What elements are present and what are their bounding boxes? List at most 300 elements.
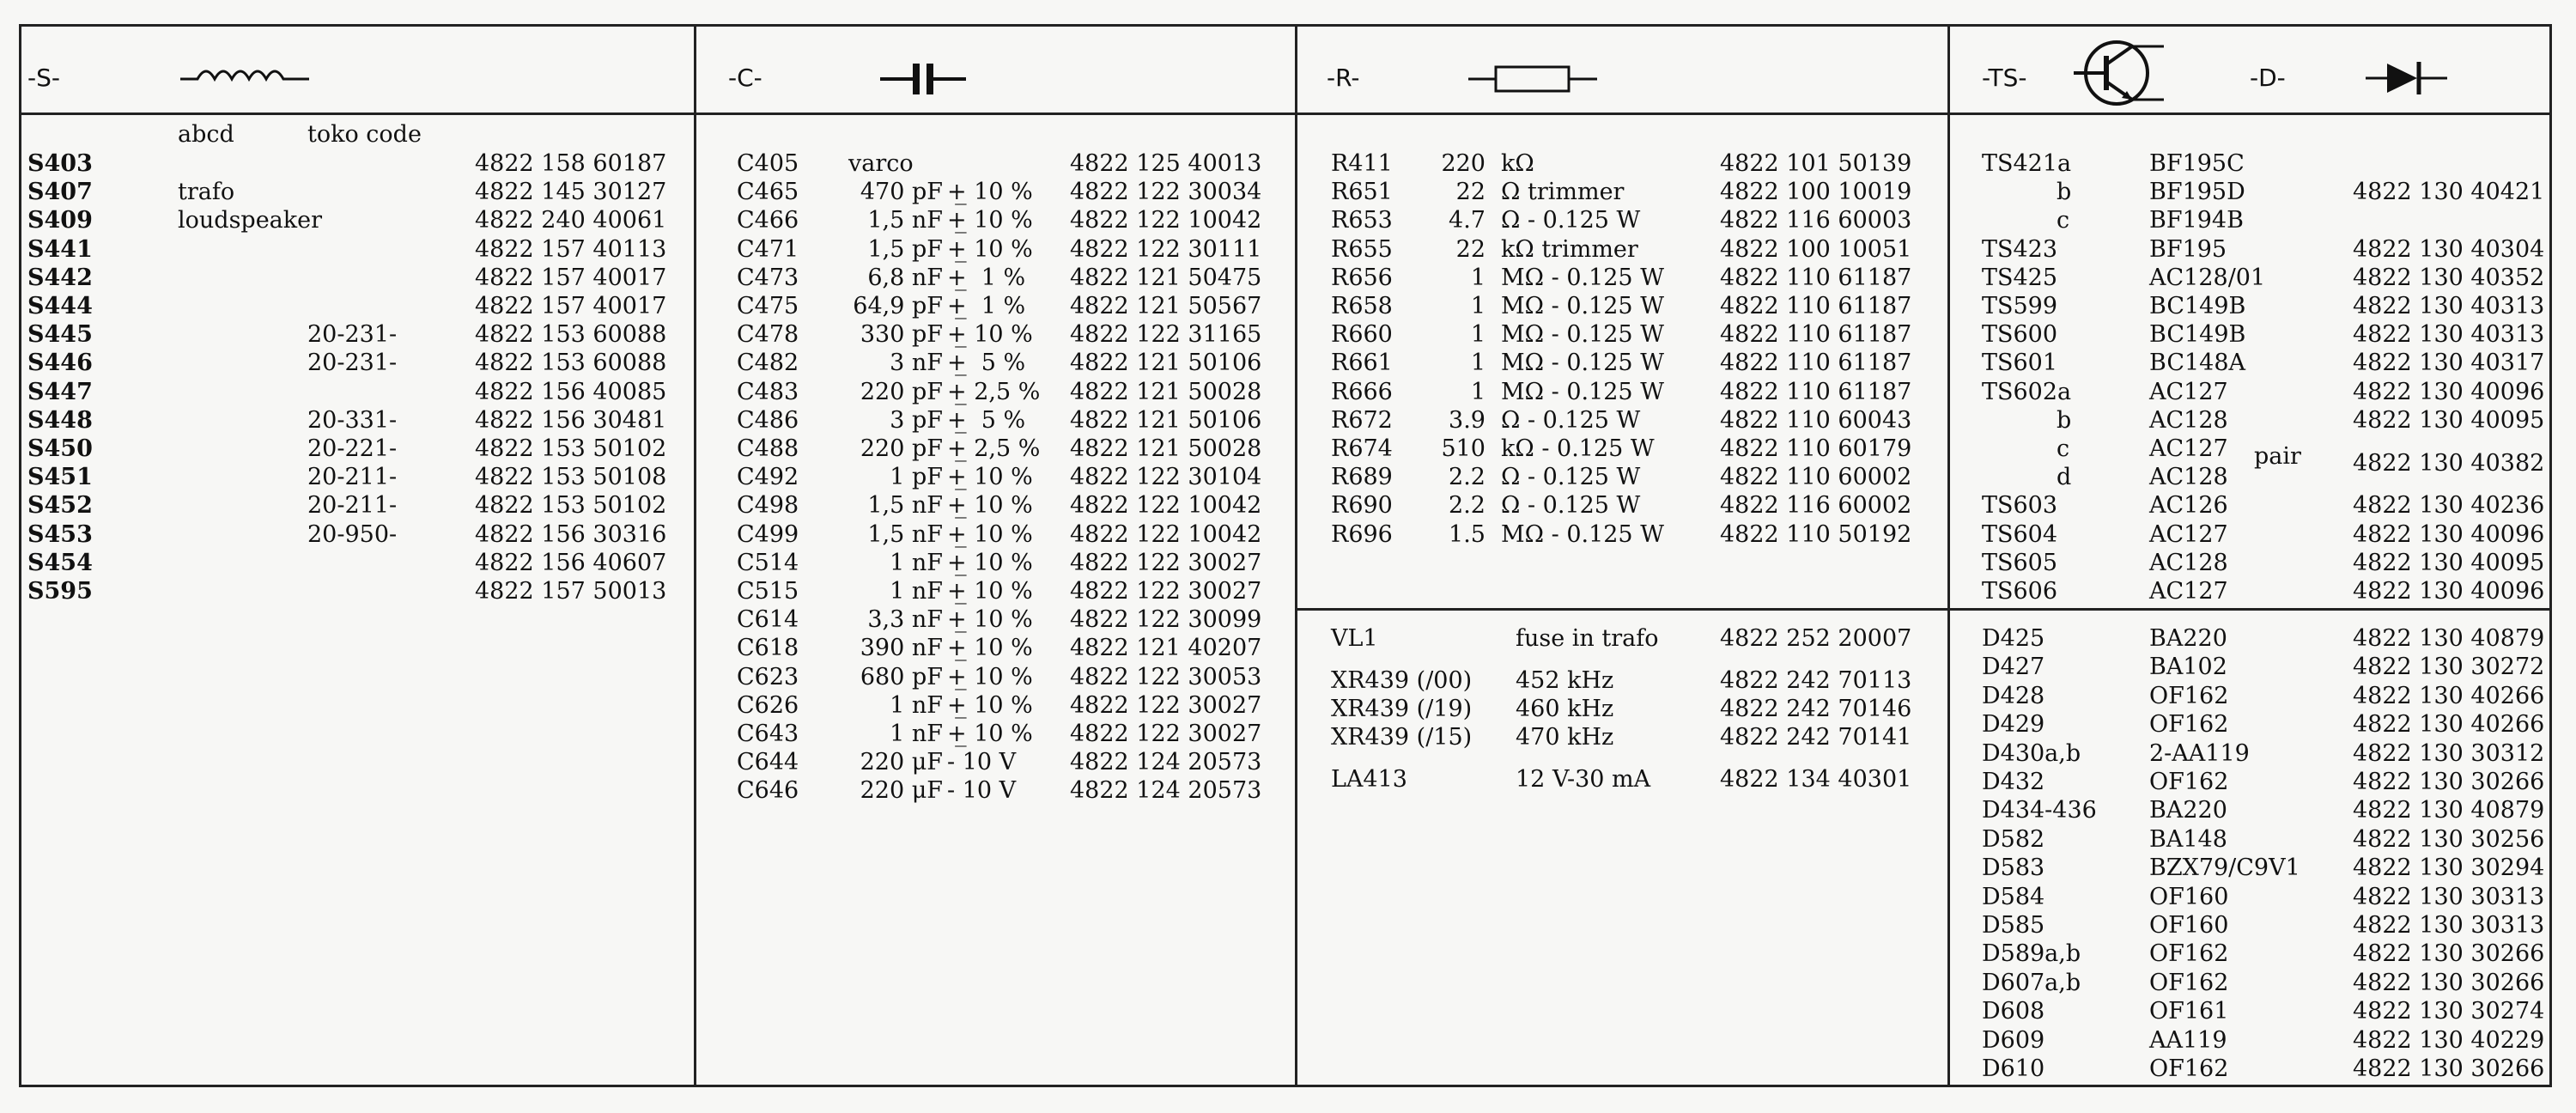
c-value: 220 μF bbox=[860, 777, 943, 805]
c-part-number: 4822 122 30027 bbox=[1070, 549, 1262, 576]
d-ref: D609 bbox=[1982, 1026, 2045, 1054]
d-part-number: 4822 130 40879 bbox=[2353, 797, 2545, 824]
d-ref: D582 bbox=[1982, 825, 2045, 853]
d-part-number: 4822 130 30266 bbox=[2353, 969, 2545, 996]
c-tolerance: +̲ 2,5 % bbox=[947, 378, 1041, 405]
c-tolerance: +̲ 10 % bbox=[947, 691, 1033, 719]
r-ref: R666 bbox=[1331, 378, 1393, 405]
ts-ref: d bbox=[2057, 464, 2072, 491]
c-value: 390 nF bbox=[860, 635, 943, 662]
s-desc: loudspeaker bbox=[178, 207, 323, 234]
s-desc: trafo bbox=[178, 179, 235, 206]
c-value: 6,8 nF bbox=[867, 264, 943, 291]
r-value: 22 bbox=[1455, 235, 1485, 263]
ts-type: AC127 bbox=[2149, 520, 2228, 548]
d-ref: D432 bbox=[1982, 769, 2045, 795]
r-unit: Ω - 0.125 W bbox=[1501, 207, 1641, 234]
c-value: 3,3 nF bbox=[867, 606, 943, 634]
ts-ref: TS602a bbox=[1982, 378, 2072, 405]
d-type: BA220 bbox=[2149, 797, 2227, 824]
s-col-head-abcd: abcd bbox=[178, 121, 234, 148]
s-part-number: 4822 158 60187 bbox=[475, 150, 667, 177]
ts-part-number: 4822 130 40096 bbox=[2353, 520, 2545, 548]
c-value: 1 nF bbox=[890, 578, 943, 605]
d-type: BA148 bbox=[2149, 825, 2227, 853]
c-part-number: 4822 122 30053 bbox=[1070, 663, 1262, 690]
d-part-number: 4822 130 30313 bbox=[2353, 912, 2545, 939]
r-ref: R656 bbox=[1331, 264, 1393, 291]
c-ref: C478 bbox=[737, 321, 799, 349]
r-ref: R690 bbox=[1331, 492, 1393, 520]
d-type: 2-AA119 bbox=[2149, 739, 2250, 767]
ts-type: BC149B bbox=[2149, 321, 2246, 349]
r-section-divider bbox=[1295, 608, 1949, 611]
c-ref: C473 bbox=[737, 264, 799, 291]
ts-type: BF195 bbox=[2149, 235, 2227, 263]
c-tolerance: +̲ 10 % bbox=[947, 492, 1033, 520]
s-col-head-toko: toko code bbox=[307, 121, 422, 148]
r-part-number: 4822 110 61187 bbox=[1720, 321, 1912, 349]
c-part-number: 4822 122 10042 bbox=[1070, 520, 1262, 548]
s-part-number: 4822 240 40061 bbox=[475, 207, 667, 234]
s-part-number: 4822 153 50108 bbox=[475, 464, 667, 491]
c-ref: C618 bbox=[737, 635, 799, 662]
resistor-icon bbox=[1468, 60, 1597, 98]
c-value: 470 pF bbox=[860, 179, 943, 206]
c-part-number: 4822 122 30099 bbox=[1070, 606, 1262, 634]
misc-desc: 470 kHz bbox=[1516, 724, 1614, 751]
misc-part-number: 4822 252 20007 bbox=[1720, 625, 1912, 652]
r-unit: Ω - 0.125 W bbox=[1501, 464, 1641, 491]
ts-part-number: 4822 130 40421 bbox=[2353, 179, 2545, 206]
s-ref: S441 bbox=[27, 235, 93, 263]
d-type: OF160 bbox=[2149, 883, 2229, 910]
c-part-number: 4822 121 50106 bbox=[1070, 350, 1262, 377]
d-ref: D589a,b bbox=[1982, 940, 2081, 968]
ts-ref: TS599 bbox=[1982, 293, 2058, 319]
c-part-number: 4822 122 30034 bbox=[1070, 179, 1262, 206]
d-ref: D583 bbox=[1982, 855, 2045, 882]
c-tolerance: +̲ 10 % bbox=[947, 464, 1033, 491]
r-ref: R660 bbox=[1331, 321, 1393, 349]
r-unit: MΩ - 0.125 W bbox=[1501, 321, 1664, 349]
r-value: 1 bbox=[1470, 321, 1485, 349]
misc-desc: fuse in trafo bbox=[1516, 625, 1659, 652]
c-ref: C466 bbox=[737, 207, 799, 234]
c-value: 220 μF bbox=[860, 749, 943, 776]
s-part-number: 4822 157 40017 bbox=[475, 264, 667, 291]
inductor-icon bbox=[180, 62, 318, 96]
c-ref: C488 bbox=[737, 435, 799, 462]
c-tolerance: +̲ 10 % bbox=[947, 207, 1033, 234]
d-type: OF162 bbox=[2149, 969, 2229, 996]
ts-type: BF194B bbox=[2149, 207, 2244, 234]
ts-part-number: 4822 130 40313 bbox=[2353, 321, 2545, 349]
r-value: 220 bbox=[1441, 150, 1485, 177]
c-part-number: 4822 122 10042 bbox=[1070, 492, 1262, 520]
c-value: 220 pF bbox=[860, 435, 943, 462]
c-tolerance: +̲ 5 % bbox=[947, 350, 1026, 377]
c-value: 1 nF bbox=[890, 721, 943, 747]
d-part-number: 4822 130 30313 bbox=[2353, 883, 2545, 910]
r-part-number: 4822 116 60002 bbox=[1720, 492, 1912, 520]
d-part-number: 4822 130 40879 bbox=[2353, 625, 2545, 652]
r-unit: kΩ trimmer bbox=[1501, 235, 1638, 263]
s-part-number: 4822 153 60088 bbox=[475, 321, 667, 349]
d-ref: D434-436 bbox=[1982, 797, 2097, 824]
r-value: 1 bbox=[1470, 378, 1485, 405]
r-part-number: 4822 116 60003 bbox=[1720, 207, 1912, 234]
s-part-number: 4822 156 40085 bbox=[475, 378, 667, 405]
d-ref: D585 bbox=[1982, 912, 2045, 939]
d-part-number: 4822 130 30266 bbox=[2353, 940, 2545, 968]
d-ref: D429 bbox=[1982, 711, 2045, 739]
c-ref: C623 bbox=[737, 663, 799, 690]
d-part-number: 4822 130 30294 bbox=[2353, 855, 2545, 882]
ts-part-number: 4822 130 40095 bbox=[2353, 549, 2545, 576]
ts-type: AC127 bbox=[2149, 378, 2228, 405]
c-ref: C646 bbox=[737, 777, 799, 805]
s-ref: S442 bbox=[27, 264, 93, 291]
d-part-number: 4822 130 30312 bbox=[2353, 739, 2545, 767]
r-ref: R653 bbox=[1331, 207, 1393, 234]
c-ref: C486 bbox=[737, 406, 799, 434]
c-tolerance: +̲ 10 % bbox=[947, 578, 1033, 605]
c-ref: C471 bbox=[737, 235, 799, 263]
r-unit: MΩ - 0.125 W bbox=[1501, 520, 1664, 548]
d-ref: D584 bbox=[1982, 883, 2045, 910]
s-ref: S452 bbox=[27, 492, 93, 520]
misc-ref: XR439 (/15) bbox=[1331, 724, 1473, 751]
c-ref: C475 bbox=[737, 293, 799, 319]
r-unit: Ω - 0.125 W bbox=[1501, 406, 1641, 434]
s-ref: S451 bbox=[27, 464, 93, 491]
diode-icon bbox=[2366, 58, 2451, 98]
header-c: -C- bbox=[728, 64, 762, 92]
s-toko-code: 20-331- bbox=[307, 406, 398, 434]
r-value: 1 bbox=[1470, 293, 1485, 319]
r-unit: MΩ - 0.125 W bbox=[1501, 264, 1664, 291]
ts-part-number: 4822 130 40096 bbox=[2353, 378, 2545, 405]
d-type: OF162 bbox=[2149, 711, 2229, 739]
c-tolerance: +̲ 5 % bbox=[947, 406, 1026, 434]
r-part-number: 4822 110 60002 bbox=[1720, 464, 1912, 491]
c-ref: C514 bbox=[737, 549, 799, 576]
ts-ref: TS604 bbox=[1982, 520, 2058, 548]
r-part-number: 4822 110 61187 bbox=[1720, 350, 1912, 377]
ts-ref: TS603 bbox=[1982, 492, 2058, 520]
s-part-number: 4822 157 40017 bbox=[475, 293, 667, 319]
r-value: 1.5 bbox=[1449, 520, 1485, 548]
c-value: 680 pF bbox=[860, 663, 943, 690]
c-ref: C515 bbox=[737, 578, 799, 605]
ts-ref: TS605 bbox=[1982, 549, 2058, 576]
s-ref: S453 bbox=[27, 520, 93, 548]
s-ref: S450 bbox=[27, 435, 93, 462]
s-part-number: 4822 145 30127 bbox=[475, 179, 667, 206]
header-d: -D- bbox=[2250, 64, 2286, 92]
c-part-number: 4822 122 30027 bbox=[1070, 721, 1262, 747]
transistor-icon bbox=[2074, 34, 2168, 112]
ts-type: AC128 bbox=[2149, 406, 2228, 434]
r-part-number: 4822 110 60043 bbox=[1720, 406, 1912, 434]
s-part-number: 4822 153 60088 bbox=[475, 350, 667, 377]
ts-ref: TS425 bbox=[1982, 264, 2058, 291]
ts-ref: c bbox=[2057, 207, 2070, 234]
r-ref: R411 bbox=[1331, 150, 1393, 177]
c-ref: C465 bbox=[737, 179, 799, 206]
r-value: 2.2 bbox=[1449, 464, 1485, 491]
r-part-number: 4822 110 60179 bbox=[1720, 435, 1912, 462]
c-tolerance: +̲ 1 % bbox=[947, 293, 1026, 319]
c-ref: C643 bbox=[737, 721, 799, 747]
s-ref: S407 bbox=[27, 179, 93, 206]
misc-part-number: 4822 134 40301 bbox=[1720, 766, 1912, 793]
c-tolerance: +̲ 10 % bbox=[947, 235, 1033, 263]
c-part-number: 4822 122 30027 bbox=[1070, 691, 1262, 719]
c-part-number: 4822 121 50106 bbox=[1070, 406, 1262, 434]
ts-ref: TS423 bbox=[1982, 235, 2058, 263]
c-value: 3 nF bbox=[890, 350, 943, 377]
header-r: -R- bbox=[1327, 64, 1360, 92]
d-type: BA102 bbox=[2149, 654, 2227, 681]
c-value: 1,5 nF bbox=[867, 520, 943, 548]
c-part-number: 4822 121 50475 bbox=[1070, 264, 1262, 291]
ts-part-number: 4822 130 40096 bbox=[2353, 578, 2545, 605]
s-ref: S448 bbox=[27, 406, 93, 434]
ts-part-number: 4822 130 40095 bbox=[2353, 406, 2545, 434]
misc-desc: 452 kHz bbox=[1516, 667, 1614, 694]
s-ref: S445 bbox=[27, 321, 93, 349]
c-value: 64,9 pF bbox=[853, 293, 943, 319]
header-s: -S- bbox=[27, 64, 60, 92]
c-part-number: 4822 121 50567 bbox=[1070, 293, 1262, 319]
r-part-number: 4822 101 50139 bbox=[1720, 150, 1912, 177]
c-value: varco bbox=[848, 150, 914, 177]
r-part-number: 4822 100 10019 bbox=[1720, 179, 1912, 206]
r-value: 1 bbox=[1470, 264, 1485, 291]
ts-part-number: 4822 130 40313 bbox=[2353, 293, 2545, 319]
c-tolerance: +̲ 10 % bbox=[947, 549, 1033, 576]
column-divider-3 bbox=[1947, 24, 1950, 1087]
c-ref: C644 bbox=[737, 749, 799, 776]
d-part-number: 4822 130 30274 bbox=[2353, 998, 2545, 1025]
c-part-number: 4822 125 40013 bbox=[1070, 150, 1262, 177]
c-value: 3 pF bbox=[890, 406, 943, 434]
r-ref: R655 bbox=[1331, 235, 1393, 263]
ts-type: BC149B bbox=[2149, 293, 2246, 319]
d-part-number: 4822 130 40266 bbox=[2353, 711, 2545, 739]
header-ts: -TS- bbox=[1982, 64, 2027, 92]
ts-type: BF195D bbox=[2149, 179, 2245, 206]
c-tolerance: +̲ 10 % bbox=[947, 321, 1033, 349]
c-ref: C614 bbox=[737, 606, 799, 634]
misc-part-number: 4822 242 70146 bbox=[1720, 696, 1912, 722]
d-ref: D608 bbox=[1982, 998, 2045, 1025]
ts-type: AC126 bbox=[2149, 492, 2228, 520]
c-part-number: 4822 122 30111 bbox=[1070, 235, 1262, 263]
r-part-number: 4822 110 61187 bbox=[1720, 264, 1912, 291]
r-value: 2.2 bbox=[1449, 492, 1485, 520]
c-part-number: 4822 121 50028 bbox=[1070, 378, 1262, 405]
misc-desc: 460 kHz bbox=[1516, 696, 1614, 722]
misc-ref: XR439 (/00) bbox=[1331, 667, 1473, 694]
ts-part-number: 4822 130 40382 bbox=[2353, 450, 2545, 477]
ts-type: BC148A bbox=[2149, 350, 2246, 377]
c-tolerance: +̲ 10 % bbox=[947, 635, 1033, 662]
s-part-number: 4822 153 50102 bbox=[475, 492, 667, 520]
c-value: 1 nF bbox=[890, 691, 943, 719]
s-toko-code: 20-231- bbox=[307, 321, 398, 349]
d-part-number: 4822 130 30256 bbox=[2353, 825, 2545, 853]
c-tolerance: +̲ 2,5 % bbox=[947, 435, 1041, 462]
s-part-number: 4822 156 30316 bbox=[475, 520, 667, 548]
d-part-number: 4822 130 40229 bbox=[2353, 1026, 2545, 1054]
misc-part-number: 4822 242 70113 bbox=[1720, 667, 1912, 694]
misc-ref: LA413 bbox=[1331, 766, 1407, 793]
d-type: BA220 bbox=[2149, 625, 2227, 652]
s-toko-code: 20-950- bbox=[307, 520, 398, 548]
d-type: OF162 bbox=[2149, 682, 2229, 709]
misc-desc: 12 V-30 mA bbox=[1516, 766, 1651, 793]
c-value: 1,5 nF bbox=[867, 207, 943, 234]
d-ref: D428 bbox=[1982, 682, 2045, 709]
ts-ref: TS606 bbox=[1982, 578, 2058, 605]
c-value: 1,5 pF bbox=[867, 235, 943, 263]
ts-ref: b bbox=[2057, 406, 2072, 434]
misc-part-number: 4822 242 70141 bbox=[1720, 724, 1912, 751]
d-type: OF160 bbox=[2149, 912, 2229, 939]
s-toko-code: 20-211- bbox=[307, 492, 398, 520]
c-value: 220 pF bbox=[860, 378, 943, 405]
ts-part-number: 4822 130 40317 bbox=[2353, 350, 2545, 377]
s-part-number: 4822 156 40607 bbox=[475, 549, 667, 576]
d-type: OF162 bbox=[2149, 1055, 2229, 1082]
c-tolerance: +̲ 10 % bbox=[947, 663, 1033, 690]
r-ref: R672 bbox=[1331, 406, 1393, 434]
r-value: 1 bbox=[1470, 350, 1485, 377]
r-value: 510 bbox=[1441, 435, 1485, 462]
capacitor-icon bbox=[880, 60, 966, 98]
s-ref: S447 bbox=[27, 378, 93, 405]
ts-type: AC127 bbox=[2149, 578, 2228, 605]
c-tolerance: +̲ 1 % bbox=[947, 264, 1026, 291]
d-part-number: 4822 130 30266 bbox=[2353, 1055, 2545, 1082]
r-part-number: 4822 110 61187 bbox=[1720, 293, 1912, 319]
r-unit: Ω trimmer bbox=[1501, 179, 1625, 206]
c-value: 1,5 nF bbox=[867, 492, 943, 520]
ts-type: AC127 bbox=[2149, 435, 2228, 462]
s-ref: S409 bbox=[27, 207, 93, 234]
c-ref: C483 bbox=[737, 378, 799, 405]
d-type: OF162 bbox=[2149, 940, 2229, 968]
ts-ref: b bbox=[2057, 179, 2072, 206]
c-part-number: 4822 122 30027 bbox=[1070, 578, 1262, 605]
header-divider bbox=[19, 113, 2552, 115]
ts-type: AC128/01 bbox=[2149, 264, 2266, 291]
c-part-number: 4822 121 50028 bbox=[1070, 435, 1262, 462]
ts-pair-label: pair bbox=[2254, 443, 2301, 470]
r-ref: R674 bbox=[1331, 435, 1393, 462]
misc-ref: VL1 bbox=[1331, 625, 1378, 652]
r-unit: kΩ bbox=[1501, 150, 1534, 177]
d-type: BZX79/C9V1 bbox=[2149, 855, 2300, 882]
r-value: 4.7 bbox=[1449, 207, 1485, 234]
c-part-number: 4822 121 40207 bbox=[1070, 635, 1262, 662]
c-ref: C482 bbox=[737, 350, 799, 377]
r-value: 3.9 bbox=[1449, 406, 1485, 434]
r-unit: MΩ - 0.125 W bbox=[1501, 350, 1664, 377]
ts-type: AC128 bbox=[2149, 549, 2228, 576]
c-part-number: 4822 124 20573 bbox=[1070, 777, 1262, 805]
ts-part-number: 4822 130 40304 bbox=[2353, 235, 2545, 263]
ts-type: BF195C bbox=[2149, 150, 2245, 177]
column-divider-1 bbox=[694, 24, 696, 1087]
s-toko-code: 20-221- bbox=[307, 435, 398, 462]
d-type: OF162 bbox=[2149, 769, 2229, 795]
r-ref: R651 bbox=[1331, 179, 1393, 206]
d-ref: D430a,b bbox=[1982, 739, 2081, 767]
s-ref: S454 bbox=[27, 549, 93, 576]
c-ref: C492 bbox=[737, 464, 799, 491]
ts-ref: TS600 bbox=[1982, 321, 2058, 349]
d-ref: D427 bbox=[1982, 654, 2045, 681]
ts-section-divider bbox=[1947, 608, 2552, 611]
d-type: OF161 bbox=[2149, 998, 2229, 1025]
c-tolerance: +̲ 10 % bbox=[947, 721, 1033, 747]
d-part-number: 4822 130 30266 bbox=[2353, 769, 2545, 795]
misc-ref: XR439 (/19) bbox=[1331, 696, 1473, 722]
ts-type: AC128 bbox=[2149, 464, 2228, 491]
s-part-number: 4822 156 30481 bbox=[475, 406, 667, 434]
d-part-number: 4822 130 40266 bbox=[2353, 682, 2545, 709]
c-tolerance: +̲ 10 % bbox=[947, 606, 1033, 634]
c-ref: C498 bbox=[737, 492, 799, 520]
s-part-number: 4822 153 50102 bbox=[475, 435, 667, 462]
s-part-number: 4822 157 50013 bbox=[475, 578, 667, 605]
r-ref: R658 bbox=[1331, 293, 1393, 319]
d-type: AA119 bbox=[2149, 1026, 2227, 1054]
s-ref: S446 bbox=[27, 350, 93, 377]
ts-part-number: 4822 130 40236 bbox=[2353, 492, 2545, 520]
ts-ref: c bbox=[2057, 435, 2070, 462]
d-ref: D610 bbox=[1982, 1055, 2045, 1082]
r-part-number: 4822 110 50192 bbox=[1720, 520, 1912, 548]
r-value: 22 bbox=[1455, 179, 1485, 206]
c-part-number: 4822 122 31165 bbox=[1070, 321, 1262, 349]
c-part-number: 4822 122 30104 bbox=[1070, 464, 1262, 491]
c-tolerance: +̲ 10 % bbox=[947, 179, 1033, 206]
s-toko-code: 20-211- bbox=[307, 464, 398, 491]
c-tolerance: - 10 V bbox=[947, 749, 1017, 776]
r-part-number: 4822 110 61187 bbox=[1720, 378, 1912, 405]
s-part-number: 4822 157 40113 bbox=[475, 235, 667, 263]
c-ref: C405 bbox=[737, 150, 799, 177]
r-ref: R689 bbox=[1331, 464, 1393, 491]
d-ref: D425 bbox=[1982, 625, 2045, 652]
r-part-number: 4822 100 10051 bbox=[1720, 235, 1912, 263]
ts-ref: TS421a bbox=[1982, 150, 2072, 177]
r-unit: kΩ - 0.125 W bbox=[1501, 435, 1655, 462]
r-ref: R696 bbox=[1331, 520, 1393, 548]
r-unit: MΩ - 0.125 W bbox=[1501, 293, 1664, 319]
r-unit: MΩ - 0.125 W bbox=[1501, 378, 1664, 405]
c-value: 330 pF bbox=[860, 321, 943, 349]
c-value: 1 pF bbox=[890, 464, 943, 491]
ts-ref: TS601 bbox=[1982, 350, 2058, 377]
s-toko-code: 20-231- bbox=[307, 350, 398, 377]
c-tolerance: - 10 V bbox=[947, 777, 1017, 805]
